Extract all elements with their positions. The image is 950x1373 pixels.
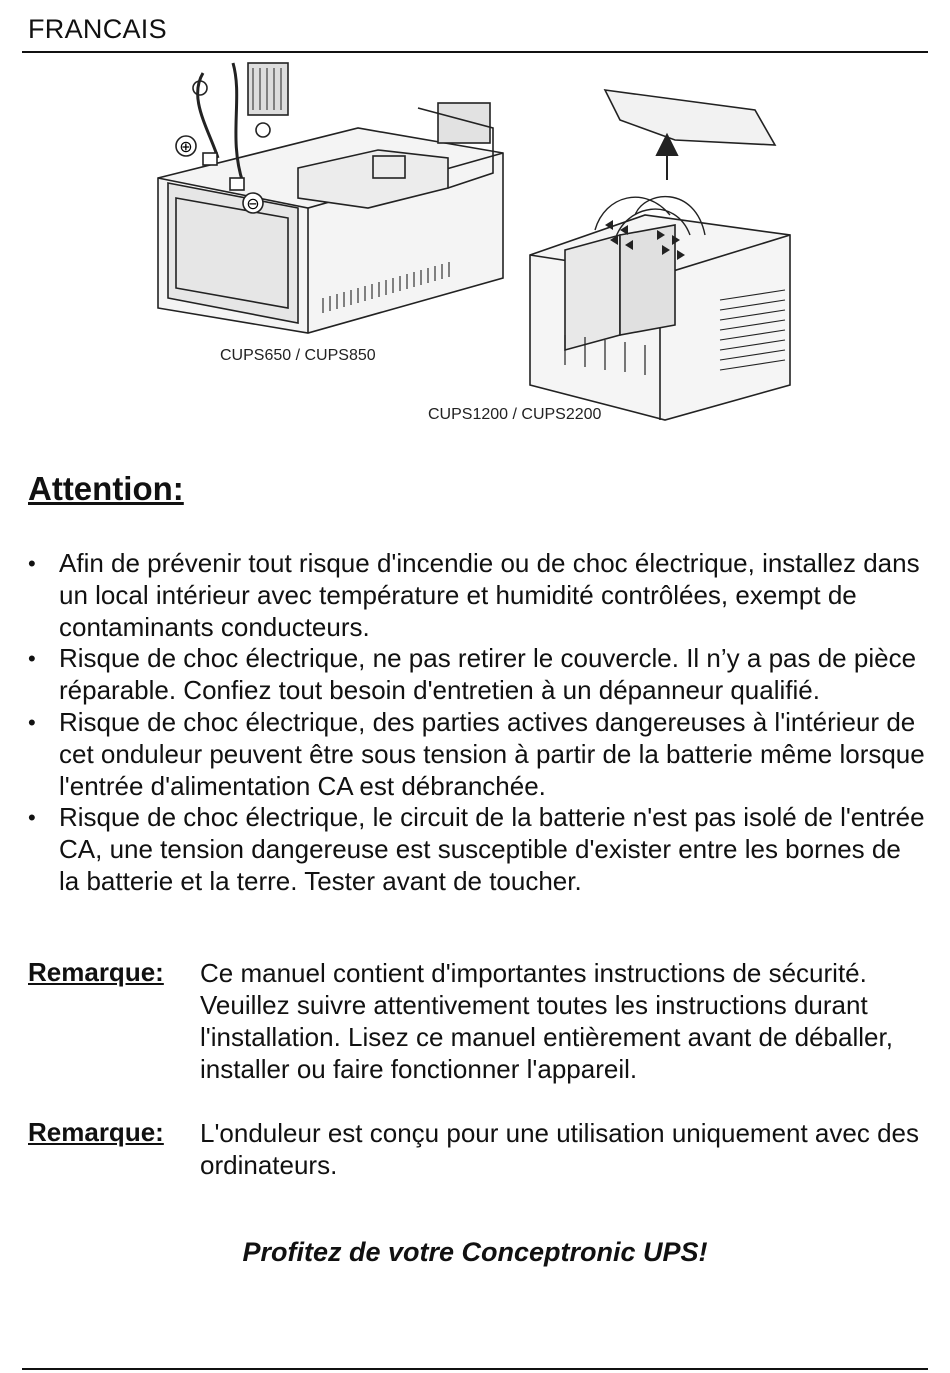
battery-illustration-large-ups <box>525 85 795 430</box>
bullet-icon: • <box>28 551 36 576</box>
note-text: L'onduleur est conçu pour une utilisation uniquement avec des ordinateurs. <box>200 1118 919 1180</box>
figure-caption-cups650-850: CUPS650 / CUPS850 <box>220 347 376 364</box>
list-item: • Risque de choc électrique, le circuit de la batterie n'est pas isolé de l'entrée CA, une tension dangereuse est susceptible d'exister entre les bornes de la batterie et la terre. Tester avant de toucher. <box>28 802 925 896</box>
battery-illustration-small-ups <box>148 58 508 368</box>
attention-heading: Attention: <box>28 470 184 507</box>
bottom-divider <box>22 1368 928 1370</box>
section-language-header: FRANCAIS <box>28 14 167 44</box>
list-item: • Risque de choc électrique, ne pas retirer le couvercle. Il n’y a pas de pièce réparable. Confiez tout besoin d'entretien à un dépanneur qualifié. <box>28 643 917 706</box>
bullet-icon: • <box>28 709 36 735</box>
list-item: • Risque de choc électrique, des parties actives dangereuses à l'intérieur de cet onduleur peuvent être sous tension à partir de la batterie même lorsque l'entrée d'alimentation CA est débranchée. <box>28 706 925 801</box>
closing-message: Profitez de votre Conceptronic UPS! <box>242 1237 708 1267</box>
list-item: • Afin de prévenir tout risque d'incendie ou de choc électrique, installez dans un local intérieur avec température et humidité contrôlées, exempt de contaminants conducteurs. <box>28 548 920 642</box>
bullet-icon: • <box>28 805 36 831</box>
attention-bullet-list <box>28 548 928 898</box>
negative-terminal-symbol: ⊖ <box>246 194 260 213</box>
top-divider <box>22 51 928 53</box>
note-text: Ce manuel contient d'importantes instructions de sécurité. Veuillez suivre attentivement toutes les instructions durant l'installation. Lisez ce manuel entièrement avant de déballer, installer ou faire fonctionner l'appareil. <box>200 958 893 1084</box>
note-label: Remarque: <box>28 957 164 987</box>
positive-terminal-symbol: ⊕ <box>179 137 193 156</box>
figure-caption-cups1200-2200: CUPS1200 / CUPS2200 <box>428 406 602 423</box>
note-label: Remarque: <box>28 1117 164 1147</box>
bullet-icon: • <box>28 646 36 672</box>
